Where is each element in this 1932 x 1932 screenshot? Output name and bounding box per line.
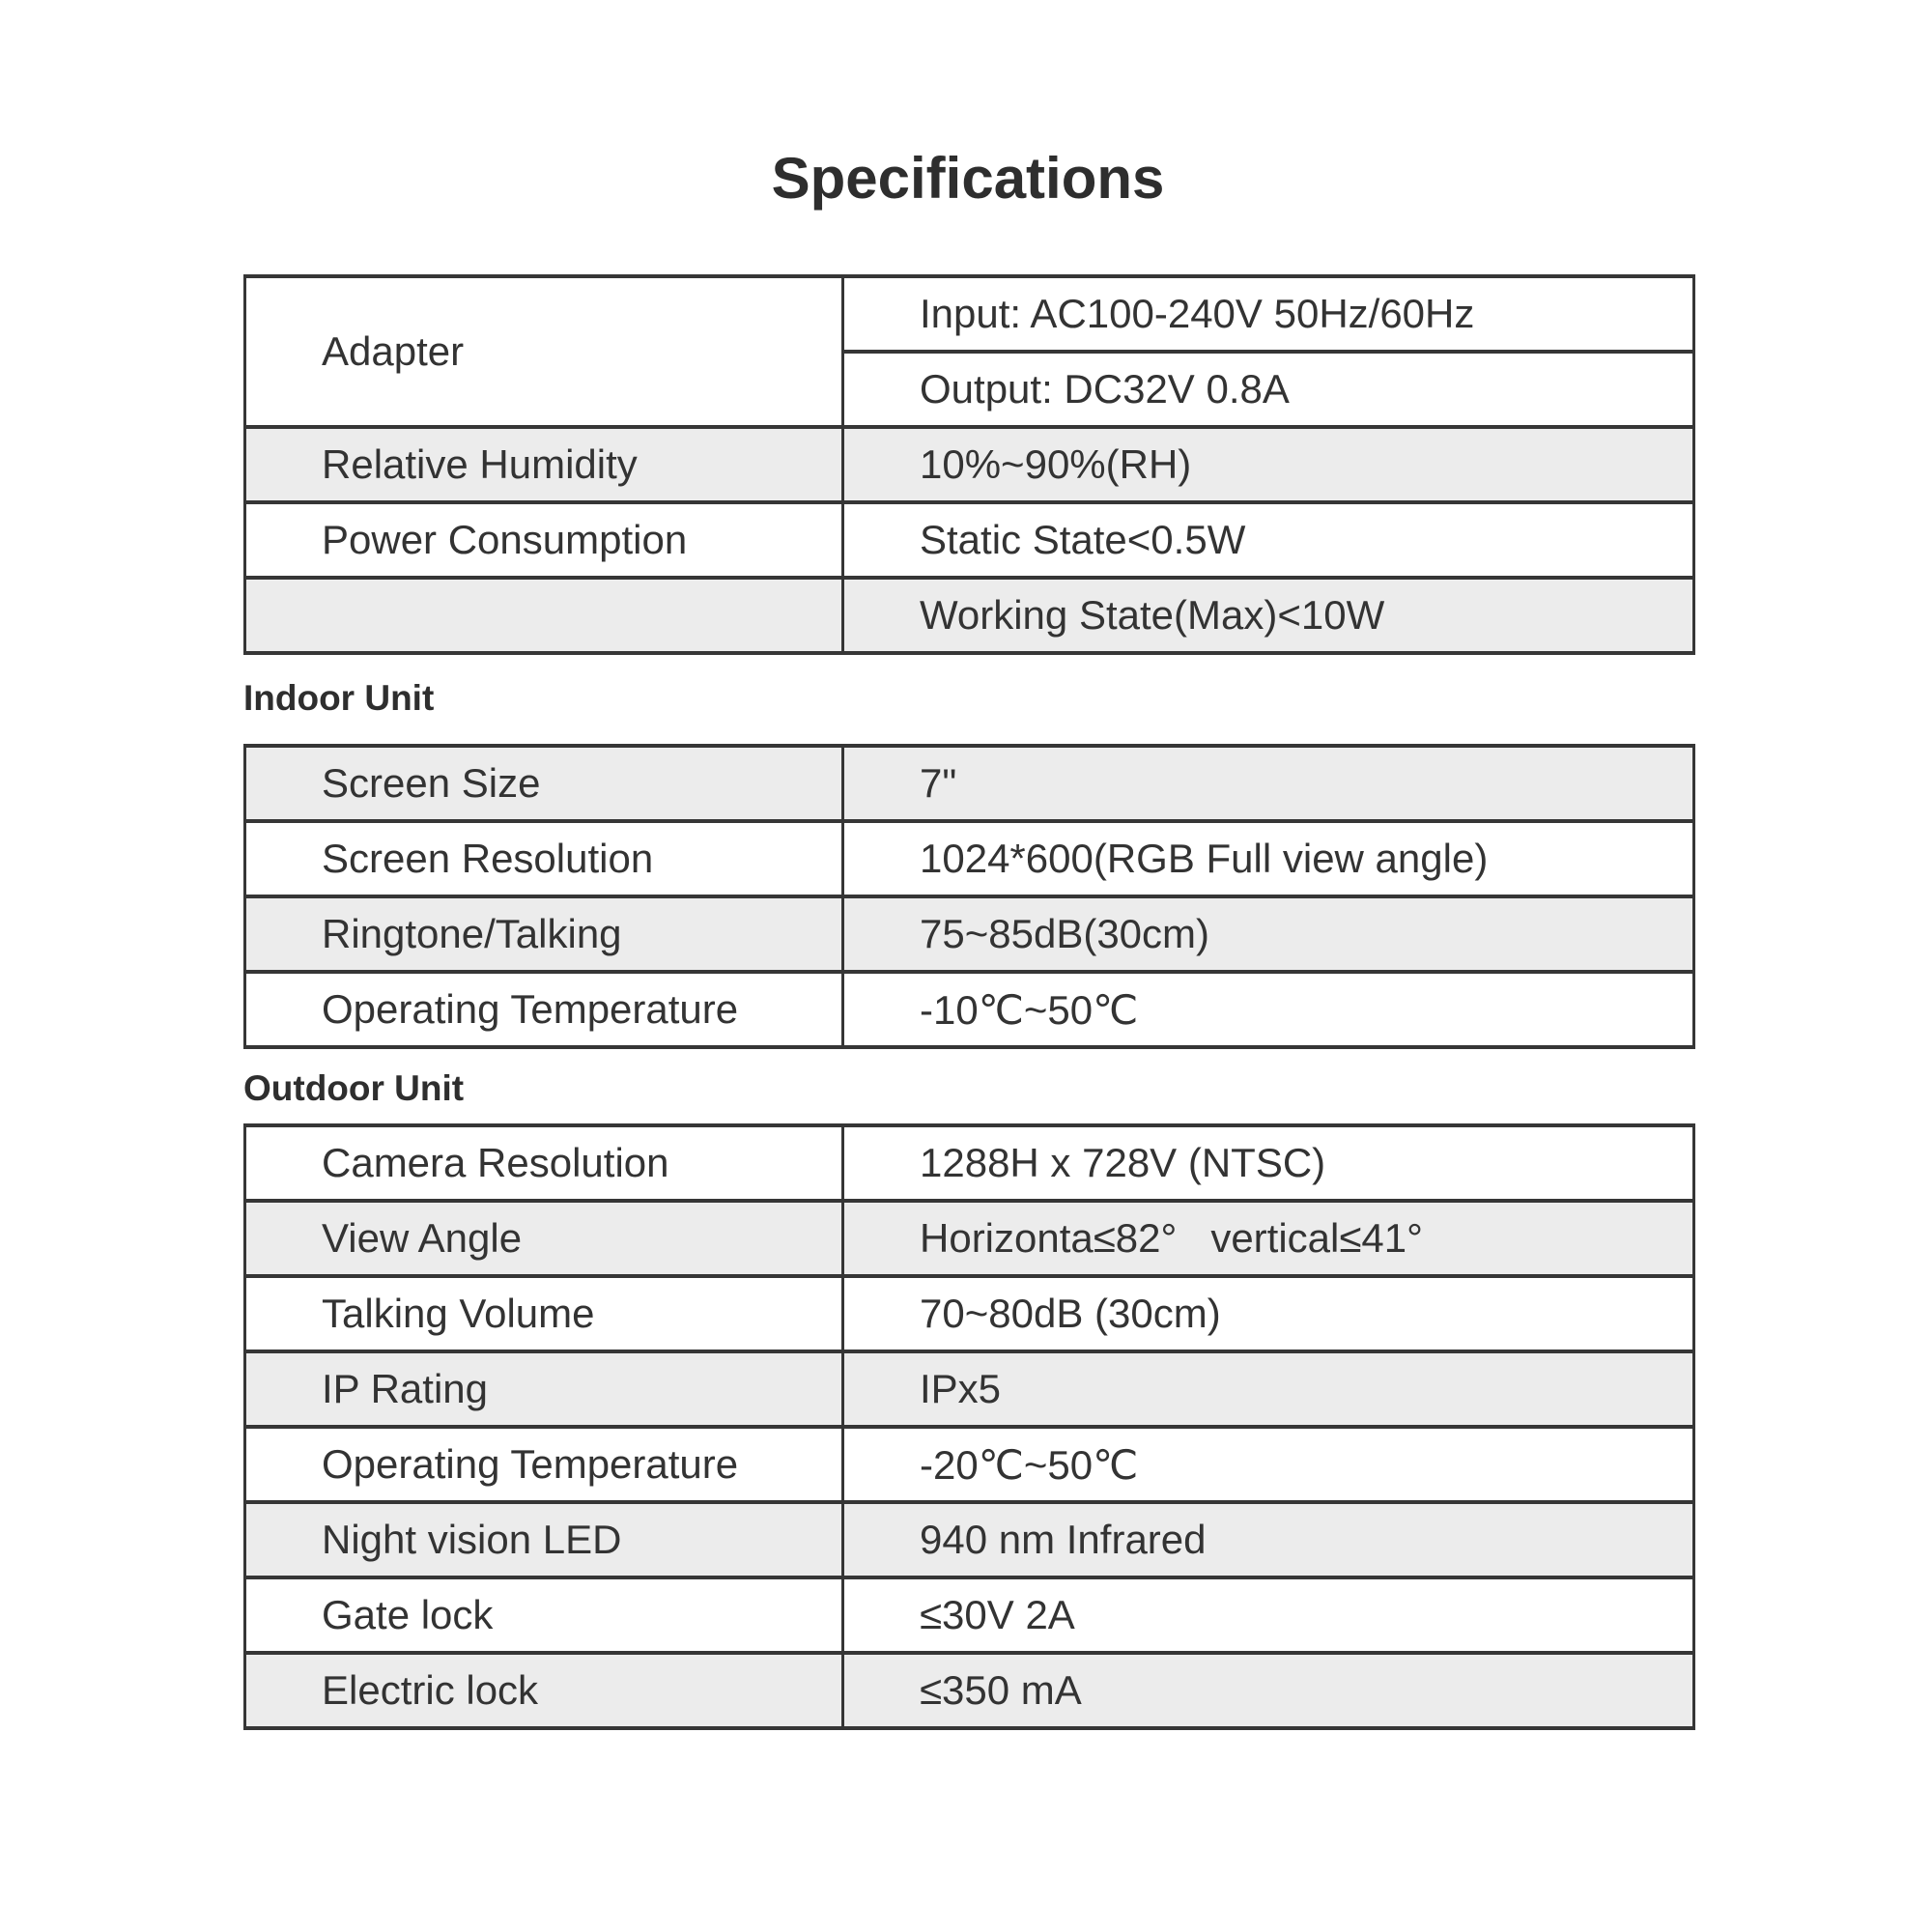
- spec-label: Talking Volume: [245, 1276, 843, 1351]
- spec-value: Static State<0.5W: [843, 502, 1694, 578]
- spec-row: [245, 1502, 1694, 1577]
- spec-value: 7": [843, 746, 1694, 821]
- spec-row: [245, 578, 1694, 653]
- spec-row: [245, 276, 1694, 352]
- spec-row: [245, 1125, 1694, 1201]
- outdoor-unit-heading: Outdoor Unit: [243, 1068, 465, 1108]
- spec-value: Working State(Max)<10W: [843, 578, 1694, 653]
- spec-label: Screen Size: [245, 746, 843, 821]
- outdoor-spec-table: [243, 1123, 1695, 1730]
- spec-label: Operating Temperature: [245, 972, 843, 1047]
- spec-label: Screen Resolution: [245, 821, 843, 896]
- indoor-unit-heading: Indoor Unit: [243, 678, 435, 718]
- spec-label: Relative Humidity: [245, 427, 843, 502]
- spec-row: [245, 1653, 1694, 1728]
- spec-row: [245, 1276, 1694, 1351]
- spec-row: [245, 1427, 1694, 1502]
- spec-value: ≤30V 2A: [843, 1577, 1694, 1653]
- spec-row: [245, 1577, 1694, 1653]
- spec-value: -20℃~50℃: [843, 1427, 1694, 1502]
- spec-value: 70~80dB (30cm): [843, 1276, 1694, 1351]
- indoor-spec-table: [243, 744, 1695, 1049]
- spec-value: Horizonta≤82° vertical≤41°: [843, 1201, 1694, 1276]
- spec-label: Operating Temperature: [245, 1427, 843, 1502]
- spec-row: [245, 427, 1694, 502]
- spec-value: 10%~90%(RH): [843, 427, 1694, 502]
- spec-value: Output: DC32V 0.8A: [843, 352, 1694, 427]
- spec-label: Power Consumption: [245, 502, 843, 578]
- spec-row: [245, 1201, 1694, 1276]
- spec-row: [245, 972, 1694, 1047]
- spec-value: 1288H x 728V (NTSC): [843, 1125, 1694, 1201]
- spec-label: IP Rating: [245, 1351, 843, 1427]
- spec-value: 940 nm Infrared: [843, 1502, 1694, 1577]
- spec-row: [245, 821, 1694, 896]
- spec-label: Gate lock: [245, 1577, 843, 1653]
- spec-label: [245, 578, 843, 653]
- general-spec-table: [243, 274, 1695, 655]
- spec-label: View Angle: [245, 1201, 843, 1276]
- spec-label: Camera Resolution: [245, 1125, 843, 1201]
- spec-label: Ringtone/Talking: [245, 896, 843, 972]
- spec-label: Electric lock: [245, 1653, 843, 1728]
- spec-label: Adapter: [245, 276, 843, 427]
- spec-value: 1024*600(RGB Full view angle): [843, 821, 1694, 896]
- spec-value: 75~85dB(30cm): [843, 896, 1694, 972]
- spec-row: [245, 746, 1694, 821]
- spec-row: [245, 502, 1694, 578]
- spec-row: [245, 896, 1694, 972]
- spec-value: ≤350 mA: [843, 1653, 1694, 1728]
- spec-row: [245, 1351, 1694, 1427]
- spec-value: Input: AC100-240V 50Hz/60Hz: [843, 276, 1694, 352]
- page-title: Specifications: [771, 146, 1165, 211]
- spec-label: Night vision LED: [245, 1502, 843, 1577]
- spec-value: IPx5: [843, 1351, 1694, 1427]
- spec-value: -10℃~50℃: [843, 972, 1694, 1047]
